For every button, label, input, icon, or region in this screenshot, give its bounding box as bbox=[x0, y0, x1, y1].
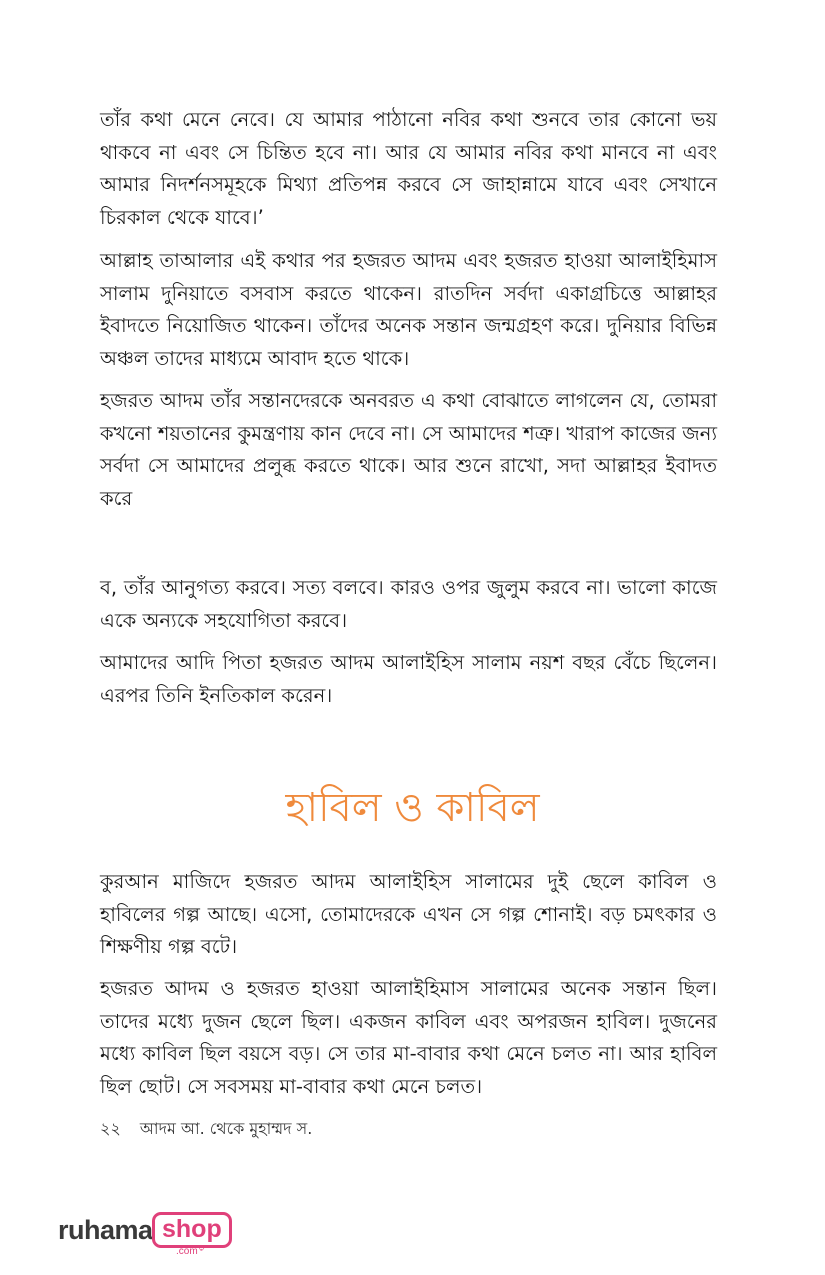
paragraph-5: আমাদের আদি পিতা হজরত আদম আলাইহিস সালাম নয়শ বছর বেঁচে ছিলেন। এরপর তিনি ইনতিকাল করেন। bbox=[100, 651, 717, 707]
paragraph-4: ব, তাঁর আনুগত্য করবে। সত্য বলবে। কারও ওপর জুলুম করবে না। ভালো কাজে একে অন্যকে সহযোগিতা করবে। bbox=[100, 576, 717, 632]
paragraph-3: হজরত আদম তাঁর সন্তানদেরকে অনবরত এ কথা বোঝাতে লাগলেন যে, তোমরা কখনো শয়তানের কুমন্ত্রণায় কান দেবে না। সে আমাদের শত্রু। খারাপ কাজের জন্য সর্বদা সে আমাদের প্রলুব্ধ করতে থাকে। আর শুনে রাখো, সদা আল্লাহর ইবাদত করে bbox=[100, 389, 717, 510]
paragraph-6: কুরআন মাজিদে হজরত আদম আলাইহিস সালামের দুই ছেলে কাবিল ও হাবিলের গল্প আছে। এসো, তোমাদেরকে এখন সে গল্প শোনাই। বড় চমৎকার ও শিক্ষণীয় গল্প বটে। bbox=[100, 870, 717, 958]
chapter-title: হাবিল ও কাবিল bbox=[285, 785, 540, 831]
page-footer bbox=[100, 1117, 312, 1141]
logo-com-text: .com৺ bbox=[176, 1246, 204, 1257]
paragraph-2: আল্লাহ তাআলার এই কথার পর হজরত আদম এবং হজরত হাওয়া আলাইহিমাস সালাম দুনিয়াতে বসবাস করতে থাকেন। রাতদিন সর্বদা একাগ্রচিত্তে আল্লাহর ইবাদতে নিয়োজিত থাকেন। তাঁদের অনেক সন্তান জন্মগ্রহণ করে। দুনিয়ার বিভিন্ন অঞ্চল তাদের মাধ্যমে আবাদ হতে থাকে। bbox=[100, 249, 717, 370]
logo-shop-badge: shop bbox=[152, 1212, 232, 1248]
logo-ruhama-text: ruhama bbox=[58, 1215, 153, 1245]
page-number: ২২ bbox=[100, 1119, 121, 1138]
paragraph-7: হজরত আদম ও হজরত হাওয়া আলাইহিমাস সালামের অনেক সন্তান ছিল। তাদের মধ্যে দুজন ছেলে ছিল। একজন কাবিল এবং অপরজন হাবিল। দুজনের মধ্যে কাবিল ছিল বয়সে বড়। সে তার মা-বাবার কথা মেনে চলত না। আর হাবিল ছিল ছোট। সে সবসময় মা-বাবার কথা মেনে চলত। bbox=[100, 977, 717, 1098]
running-book-title: আদম আ. থেকে মুহাম্মদ স. bbox=[139, 1119, 313, 1138]
ruhamashop-logo bbox=[58, 1209, 238, 1265]
paragraph-1: তাঁর কথা মেনে নেবে। যে আমার পাঠানো নবির কথা শুনবে তার কোনো ভয় থাকবে না এবং সে চিন্তিত হবে না। আর যে আমার নবির কথা মানবে না এবং আমার নিদর্শনসমূহকে মিথ্যা প্রতিপন্ন করবে সে জাহান্নামে যাবে এবং সেখানে চিরকাল থেকে যাবে।’ bbox=[100, 108, 717, 229]
